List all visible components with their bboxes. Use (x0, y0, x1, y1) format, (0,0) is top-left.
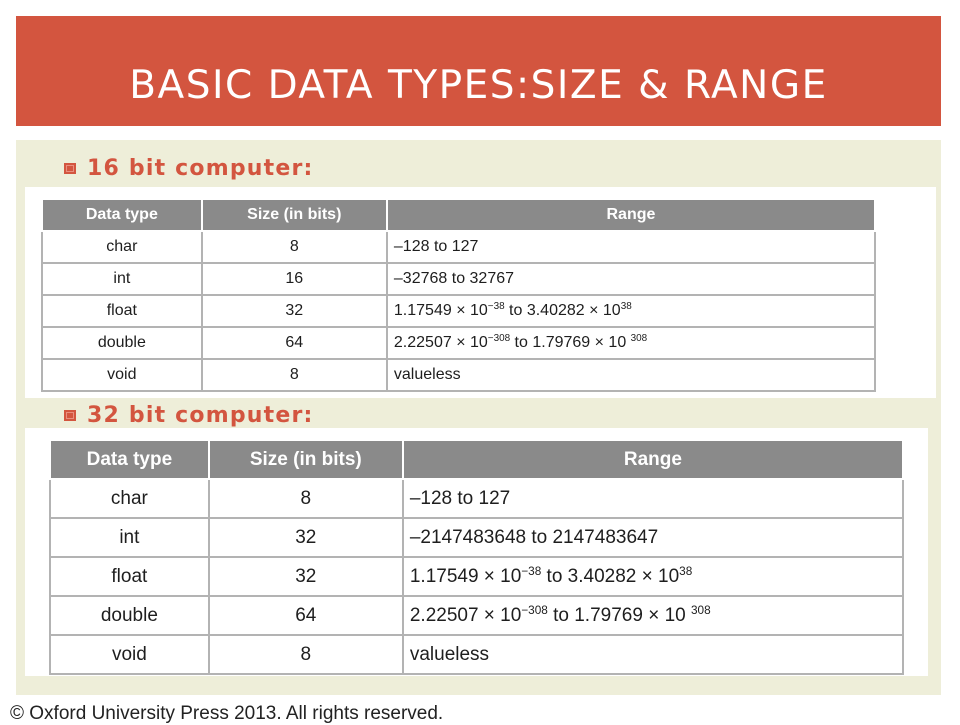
cell-range (387, 327, 875, 359)
column-header: Range (403, 440, 903, 479)
table-row (50, 596, 903, 635)
cell-range (387, 231, 875, 263)
cell-size: 8 (202, 359, 387, 391)
table-header-row (50, 440, 903, 479)
cell-range (387, 295, 875, 327)
square-bullet-icon (64, 163, 76, 174)
range-text: to 1.79769 × 10 (510, 334, 631, 351)
table-panel-32-bit (25, 428, 928, 676)
cell-size: 64 (202, 327, 387, 359)
table-row (50, 635, 903, 674)
table-row (42, 263, 875, 295)
column-header: Data type (42, 199, 202, 231)
title-banner (16, 16, 941, 126)
table-row (42, 295, 875, 327)
cell-range (387, 359, 875, 391)
section-heading: 16 bit computer: (87, 156, 314, 181)
cell-data-type: void (42, 359, 202, 391)
range-text: to 3.40282 × 10 (504, 302, 621, 319)
range-text: to 3.40282 × 10 (541, 565, 680, 587)
range-text: 2.22507 × 10 (393, 334, 488, 351)
cell-size: 64 (209, 596, 403, 635)
cell-size: 32 (209, 518, 403, 557)
cell-range (403, 557, 903, 596)
range-exponent: 308 (630, 333, 648, 345)
cell-data-type: int (50, 518, 209, 557)
table-row (50, 518, 903, 557)
bullet-16-bit (64, 156, 314, 181)
square-bullet-icon (64, 410, 76, 421)
bullet-32-bit (64, 403, 314, 428)
column-header: Data type (50, 440, 209, 479)
data-type-table (49, 439, 904, 675)
range-text: valueless (409, 643, 490, 665)
range-exponent: −38 (487, 301, 505, 313)
range-text: –128 to 127 (393, 238, 479, 255)
range-exponent: −308 (487, 333, 511, 345)
cell-size: 8 (202, 231, 387, 263)
range-text: –2147483648 to 2147483647 (409, 526, 659, 548)
cell-data-type: char (42, 231, 202, 263)
cell-data-type: double (42, 327, 202, 359)
range-text: –32768 to 32767 (393, 270, 515, 287)
range-text: to 1.79769 × 10 (547, 604, 691, 626)
table-row (42, 231, 875, 263)
cell-data-type: int (42, 263, 202, 295)
copyright-footer: © Oxford University Press 2013. All rights reserved. (10, 703, 444, 724)
column-header: Range (387, 199, 875, 231)
cell-size: 32 (209, 557, 403, 596)
range-text: 1.17549 × 10 (393, 302, 488, 319)
cell-range (403, 596, 903, 635)
table-header-row (42, 199, 875, 231)
cell-data-type: char (50, 479, 209, 518)
table-row (42, 359, 875, 391)
data-type-table (41, 198, 876, 392)
cell-size: 16 (202, 263, 387, 295)
table-row (42, 327, 875, 359)
column-header: Size (in bits) (209, 440, 403, 479)
cell-size: 8 (209, 479, 403, 518)
cell-data-type: float (50, 557, 209, 596)
cell-range (403, 635, 903, 674)
cell-range (403, 518, 903, 557)
cell-data-type: double (50, 596, 209, 635)
column-header: Size (in bits) (202, 199, 387, 231)
range-exponent: −308 (521, 603, 548, 617)
table-row (50, 479, 903, 518)
cell-data-type: void (50, 635, 209, 674)
section-heading: 32 bit computer: (87, 403, 314, 428)
range-text: valueless (393, 366, 461, 383)
range-text: 1.17549 × 10 (409, 565, 522, 587)
range-text: –128 to 127 (409, 487, 511, 509)
range-exponent: 308 (690, 603, 711, 617)
cell-size: 32 (202, 295, 387, 327)
range-text: 2.22507 × 10 (409, 604, 522, 626)
range-exponent: 38 (620, 301, 632, 313)
cell-range (387, 263, 875, 295)
table-panel-16-bit (25, 187, 936, 398)
cell-range (403, 479, 903, 518)
cell-size: 8 (209, 635, 403, 674)
range-exponent: 38 (679, 564, 693, 578)
range-exponent: −38 (521, 564, 542, 578)
cell-data-type: float (42, 295, 202, 327)
slide-title: BASIC DATA TYPES:SIZE & RANGE (129, 63, 828, 108)
table-row (50, 557, 903, 596)
